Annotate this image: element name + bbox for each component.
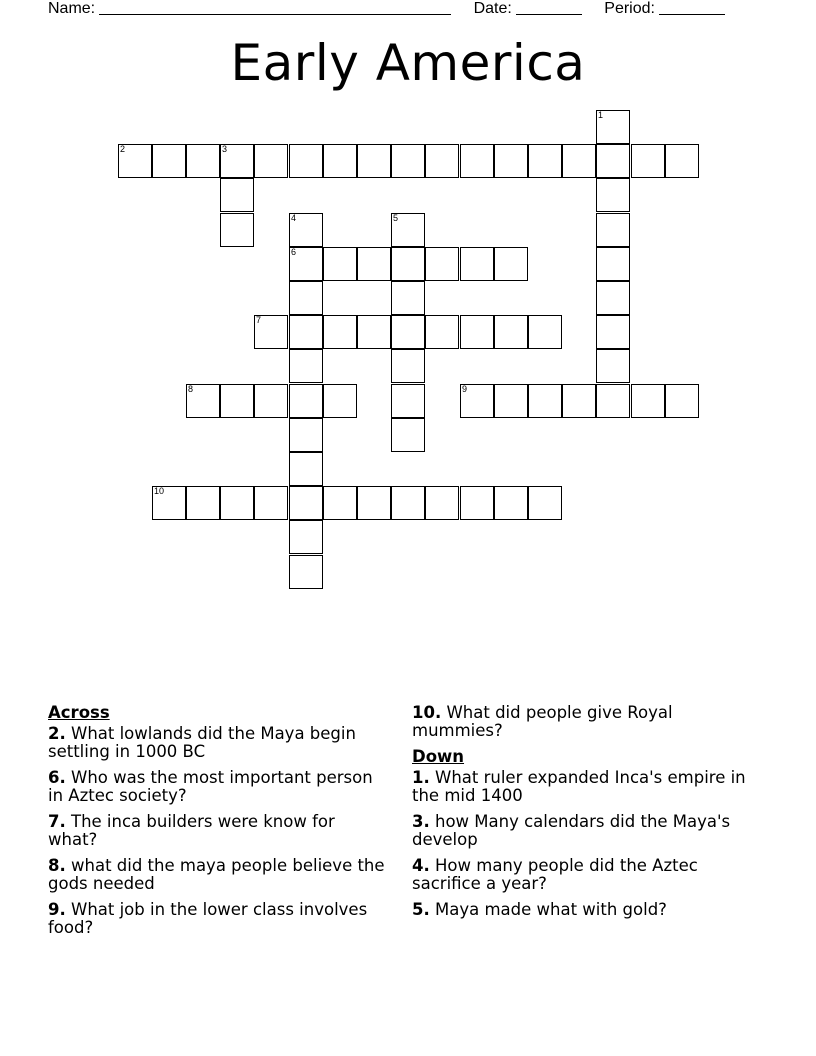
crossword-cell[interactable] [494, 247, 528, 281]
clue-across-6: 6. Who was the most important person in Aztec society? [48, 768, 373, 805]
right-clues-column [412, 704, 752, 927]
crossword-cell[interactable] [289, 144, 323, 178]
crossword-cell[interactable] [562, 144, 596, 178]
crossword-cell[interactable] [289, 555, 323, 589]
cell-number: 2 [120, 144, 126, 154]
cell-number: 10 [154, 486, 165, 496]
clue-down-3: 3. how Many calendars did the Maya's develop [412, 812, 731, 849]
crossword-cell[interactable] [254, 315, 288, 349]
crossword-cell[interactable] [631, 144, 665, 178]
crossword-cell[interactable] [494, 315, 528, 349]
clue-down-1: 1. What ruler expanded Inca's empire in the mid 1400 [412, 768, 746, 805]
crossword-cell[interactable] [425, 144, 459, 178]
crossword-cell[interactable] [289, 247, 323, 281]
crossword-cell[interactable] [425, 247, 459, 281]
cell-number: 1 [598, 110, 604, 120]
crossword-cell[interactable] [460, 384, 494, 418]
crossword-cell[interactable] [494, 144, 528, 178]
crossword-cell[interactable] [596, 213, 630, 247]
crossword-cell[interactable] [220, 486, 254, 520]
crossword-cell[interactable] [357, 247, 391, 281]
crossword-cell[interactable] [596, 384, 630, 418]
clue-across-9: 9. What job in the lower class involves food? [48, 900, 368, 937]
crossword-cell[interactable] [323, 486, 357, 520]
crossword-cell[interactable] [186, 384, 220, 418]
cell-number: 9 [462, 384, 468, 394]
crossword-cell[interactable] [118, 144, 152, 178]
crossword-cell[interactable] [220, 384, 254, 418]
crossword-cell[interactable] [186, 486, 220, 520]
crossword-cell[interactable] [220, 213, 254, 247]
crossword-cell[interactable] [631, 384, 665, 418]
cell-number: 4 [291, 213, 297, 223]
date-label: Date: [473, 0, 512, 17]
crossword-cell[interactable] [289, 315, 323, 349]
crossword-cell[interactable] [254, 144, 288, 178]
crossword-cell[interactable] [391, 281, 425, 315]
crossword-cell[interactable] [152, 486, 186, 520]
crossword-cell[interactable] [391, 486, 425, 520]
crossword-cell[interactable] [152, 144, 186, 178]
crossword-cell[interactable] [323, 384, 357, 418]
name-label: Name: [48, 0, 96, 17]
clue-across-7: 7. The inca builders were know for what? [48, 812, 335, 849]
crossword-cell[interactable] [289, 486, 323, 520]
crossword-cell[interactable] [186, 144, 220, 178]
crossword-cell[interactable] [665, 144, 699, 178]
crossword-cell[interactable] [391, 418, 425, 452]
crossword-cell[interactable] [391, 213, 425, 247]
crossword-cell[interactable] [596, 144, 630, 178]
clue-across-8: 8. what did the maya people believe the gods needed [48, 856, 385, 893]
cell-number: 3 [222, 144, 228, 154]
crossword-cell[interactable] [665, 384, 699, 418]
crossword-cell[interactable] [289, 281, 323, 315]
across-clues [48, 704, 388, 945]
crossword-cell[interactable] [528, 486, 562, 520]
crossword-cell[interactable] [460, 486, 494, 520]
crossword-cell[interactable] [528, 144, 562, 178]
crossword-cell[interactable] [220, 178, 254, 212]
crossword-cell[interactable] [460, 247, 494, 281]
period-label: Period: [604, 0, 655, 17]
crossword-cell[interactable] [323, 144, 357, 178]
crossword-cell[interactable] [596, 281, 630, 315]
clue-across-10: 10. What did people give Royal mummies? [412, 703, 673, 740]
across-heading: Across [48, 703, 110, 722]
crossword-cell[interactable] [323, 315, 357, 349]
cell-number: 8 [188, 384, 194, 394]
crossword-cell[interactable] [289, 213, 323, 247]
crossword-cell[interactable] [562, 384, 596, 418]
crossword-cell[interactable] [289, 384, 323, 418]
crossword-cell[interactable] [596, 178, 630, 212]
page-title: Early America [230, 34, 586, 92]
crossword-cell[interactable] [289, 520, 323, 554]
crossword-cell[interactable] [494, 486, 528, 520]
crossword-cell[interactable] [596, 247, 630, 281]
cell-number: 6 [291, 247, 297, 257]
crossword-cell[interactable] [323, 247, 357, 281]
crossword-cell[interactable] [357, 315, 391, 349]
crossword-cell[interactable] [460, 144, 494, 178]
crossword-cell[interactable] [254, 486, 288, 520]
down-heading: Down [412, 747, 465, 766]
crossword-cell[interactable] [220, 144, 254, 178]
clue-across-2: 2. What lowlands did the Maya begin settling in 1000 BC [48, 724, 356, 761]
crossword-cell[interactable] [357, 486, 391, 520]
crossword-cell[interactable] [425, 486, 459, 520]
crossword-cell[interactable] [391, 315, 425, 349]
crossword-cell[interactable] [494, 384, 528, 418]
cell-number: 7 [256, 315, 262, 325]
crossword-cell[interactable] [289, 349, 323, 383]
crossword-cell[interactable] [596, 110, 630, 144]
crossword-cell[interactable] [391, 144, 425, 178]
clue-down-4: 4. How many people did the Aztec sacrifice a year? [412, 856, 698, 893]
crossword-cell[interactable] [596, 315, 630, 349]
crossword-cell[interactable] [391, 384, 425, 418]
crossword-cell[interactable] [425, 315, 459, 349]
crossword-cell[interactable] [391, 349, 425, 383]
crossword-cell[interactable] [460, 315, 494, 349]
crossword-cell[interactable] [528, 384, 562, 418]
crossword-cell[interactable] [254, 384, 288, 418]
crossword-cell[interactable] [357, 144, 391, 178]
crossword-cell[interactable] [596, 349, 630, 383]
crossword-cell[interactable] [391, 247, 425, 281]
crossword-cell[interactable] [289, 418, 323, 452]
crossword-cell[interactable] [528, 315, 562, 349]
cell-number: 5 [393, 213, 399, 223]
crossword-cell[interactable] [289, 452, 323, 486]
clue-down-5: 5. Maya made what with gold? [412, 900, 667, 919]
